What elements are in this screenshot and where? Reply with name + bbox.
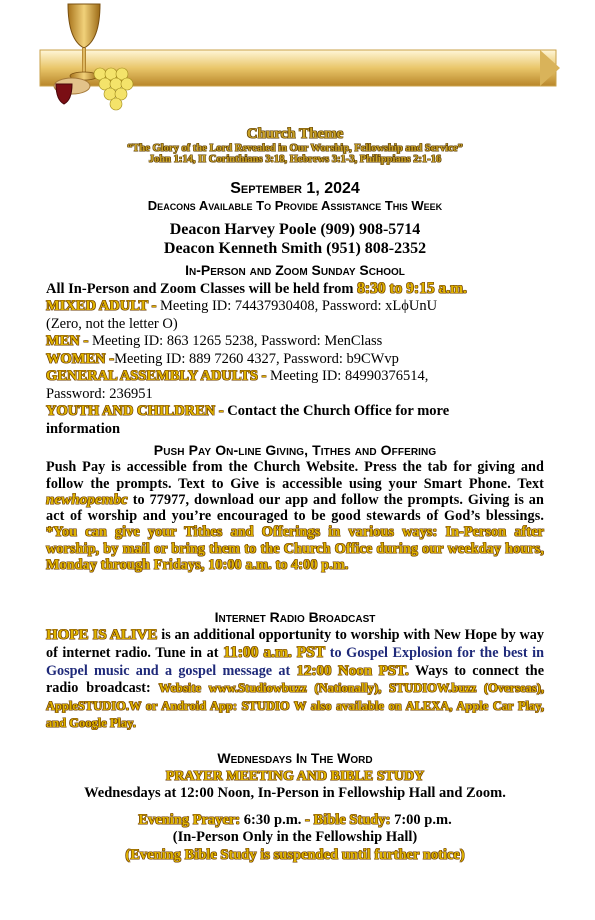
sunday-school-heading: In-Person and Zoom Sunday School	[185, 262, 405, 278]
church-theme-subtitle: “The Glory of the Lord Revealed in Our Worship, Fellowship and Service”	[127, 143, 463, 154]
giving-section	[46, 442, 544, 573]
church-theme-heading: Church Theme	[246, 126, 344, 142]
sunday-school-section	[46, 262, 544, 438]
class-youth-children-note: information	[46, 420, 121, 437]
deacons-heading: Deacons Available To Provide Assistance This Week	[147, 198, 443, 213]
bulletin-date: September 1, 2024	[230, 180, 360, 197]
class-mixed-adult-note: (Zero, not the letter O)	[46, 315, 178, 332]
church-theme-section	[46, 126, 544, 165]
date-section	[46, 180, 544, 213]
deacon-name: Deacon Kenneth Smith (951) 808-2352	[163, 240, 427, 257]
giving-ways-note: *You can give your Tithes and Offerings in various ways: In-Person after worship, by mail or bring them to the Church Office during our weekday hours, Monday through Fridays, 10:00 a.m. to 4:00 p.m.	[46, 524, 544, 574]
wednesday-note: (In-Person Only in the Fellowship Hall)	[172, 829, 418, 845]
radio-time-1: 11:00 a.m. PST	[223, 644, 326, 661]
class-youth-children: YOUTH AND CHILDREN - Contact the Church Office for more	[46, 403, 450, 419]
wednesday-suspended-note: (Evening Bible Study is suspended until further notice)	[125, 846, 465, 863]
radio-heading: Internet Radio Broadcast	[214, 609, 376, 625]
class-mixed-adult: MIXED ADULT - Meeting ID: 74437930408, Password: xLϕUnU	[46, 298, 438, 314]
text-keyword: newhopembc	[46, 491, 128, 508]
wednesday-text: Wednesdays at 12:00 Noon, In-Person in Fellowship Hall and Zoom.	[84, 785, 506, 801]
radio-time-2: 12:00 Noon PST.	[296, 662, 409, 679]
radio-brand: HOPE IS ALIVE	[46, 626, 158, 643]
radio-links: Website www.Studiowbuzz (Nationally), STUDIOW.buzz (Overseas), AppleSTUDIO.W or Android App: STUDIO W also available on ALEXA, Apple Car Play, and Google Play.	[46, 681, 545, 730]
sunday-school-time: 8:30 to 9:15 a.m.	[357, 279, 467, 297]
class-general-assembly-password: Password: 236951	[46, 385, 153, 402]
radio-paragraph: HOPE IS ALIVE is an additional opportunity to worship with New Hope by way of internet radio. Tune in at 11:00 a.m. PST to Gospel Explosion for the best in Gospel music and a gospel message at 12:00 Noon PST. Ways to connect the radio broadcast: Website www.Studiowbuzz (Nationally), STUDIOW.buzz (Overseas), AppleSTUDIO.W or Android App: STUDIO W also available on ALEXA, Apple Car Play, and Google Play.	[46, 626, 545, 730]
giving-paragraph: Push Pay is accessible from the Church Website. Press the tab for giving and follow the prompts. Text to Give is accessible using your Smart Phone. Text newhopembc to 77977, download our app and follow the prompts. Giving is an act of worship and you’re encouraged to be good stewards of God’s blessings. *You can give your Tithes and Offerings in various ways: In-Person after worship, by mail or bring them to the Church Office during our weekday hours, Monday through Fridays, 10:00 a.m. to 4:00 p.m.	[46, 459, 544, 574]
wednesday-evening-times: Evening Prayer: 6:30 p.m. - Bible Study: 7:00 p.m.	[138, 811, 452, 828]
class-general-assembly: GENERAL ASSEMBLY ADULTS - Meeting ID: 84990376514,	[46, 368, 429, 384]
communion-banner-image	[0, 0, 595, 130]
sunday-school-intro: All In-Person and Zoom Classes will be held from 8:30 to 9:15 a.m.	[46, 279, 467, 297]
class-women: WOMEN -Meeting ID: 889 7260 4327, Password: b9CWvp	[46, 350, 399, 367]
giving-heading: Push Pay On-line Giving, Tithes and Offering	[153, 442, 437, 458]
wednesday-subheading: PRAYER MEETING AND BIBLE STUDY	[165, 768, 425, 784]
church-theme-verses: John 1:14, II Corinthians 3:18, Hebrews 3:1-3, Philippians 2:1-16	[148, 154, 442, 165]
wednesday-section	[46, 750, 544, 864]
deacons-list	[46, 220, 544, 258]
class-men: MEN - Meeting ID: 863 1265 5238, Password: MenClass	[46, 333, 383, 349]
wednesday-heading: Wednesdays In The Word	[217, 750, 373, 766]
deacon-name: Deacon Harvey Poole (909) 908-5714	[169, 221, 421, 238]
radio-section	[46, 609, 544, 733]
